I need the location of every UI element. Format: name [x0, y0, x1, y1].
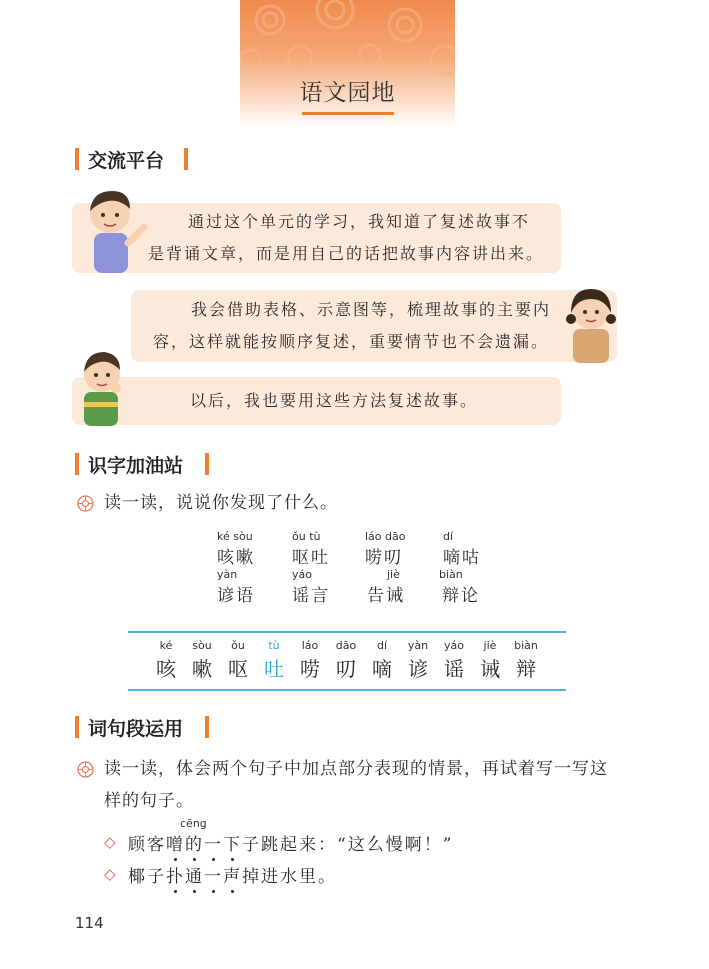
boy-thinking-illustration — [78, 348, 126, 428]
char-pinyin: yàn — [407, 639, 429, 652]
sentence-text: 子跳起来：“这么慢啊！” — [242, 835, 454, 855]
char-pinyin: jiè — [483, 639, 497, 652]
char-glyph: 呕 — [228, 657, 248, 681]
dotted-char: 下 — [223, 830, 242, 855]
char-strip-top-line — [128, 631, 566, 633]
speech-bubble-3 — [72, 377, 561, 425]
diamond-bullet-icon: ◇ — [104, 833, 116, 851]
sentence-text: 掉进水里。 — [242, 867, 337, 887]
diamond-bullet-icon: ◇ — [104, 865, 116, 883]
char-glyph: 谚 — [408, 657, 428, 681]
char-cell — [508, 639, 544, 682]
word-pinyin: yáo — [292, 568, 312, 581]
char-cell — [364, 639, 400, 682]
section-heading-text: 交流平台 — [88, 150, 165, 172]
word-chars: 咳嗽 — [217, 548, 255, 568]
flower-bullet-icon — [77, 761, 94, 778]
char-pinyin: ké — [159, 639, 173, 652]
boy-illustration — [80, 185, 150, 277]
char-strip — [148, 639, 548, 683]
char-pinyin: ǒu — [231, 639, 245, 652]
heading-bar-left — [75, 148, 79, 170]
heading-bar-left — [75, 716, 79, 738]
flower-bullet-icon — [77, 495, 94, 512]
char-glyph: 辩 — [516, 657, 536, 681]
page-number: 114 — [75, 914, 104, 932]
char-strip-bottom-line — [128, 689, 566, 691]
page-title: 语文园地 — [299, 80, 396, 106]
bubble-line: 容，这样就能按顺序复述，重要情节也不会遗漏。 — [153, 332, 550, 351]
char-cell — [148, 639, 184, 682]
char-cell — [472, 639, 508, 682]
word-pinyin: ǒu tù — [292, 530, 321, 543]
char-pinyin: tù — [268, 639, 280, 652]
dotted-char: 一 — [204, 862, 223, 887]
dotted-char: 的 — [185, 830, 204, 855]
word-chars: 辩论 — [442, 586, 480, 606]
word-chars: 谣言 — [292, 586, 330, 606]
dotted-char: 一 — [204, 830, 223, 855]
word-item — [292, 530, 330, 568]
word-item — [365, 530, 405, 568]
bubble-line: 我会借助表格、示意图等，梳理故事的主要内 — [191, 300, 552, 319]
heading-bar-right — [205, 716, 209, 738]
char-cell — [328, 639, 364, 682]
char-pinyin: sòu — [192, 639, 212, 652]
char-glyph: 叨 — [336, 657, 356, 681]
instruction-line: 样的句子。 — [104, 791, 194, 811]
word-item — [292, 568, 330, 606]
word-chars: 唠叨 — [365, 548, 403, 568]
char-cell — [400, 639, 436, 682]
section-heading-usage — [75, 714, 215, 740]
char-glyph: 嗽 — [192, 657, 212, 681]
example-sentence-2 — [128, 862, 337, 887]
dotted-char: 通 — [185, 862, 204, 887]
sentence-text: 椰子 — [128, 867, 166, 887]
char-glyph: 咳 — [156, 657, 176, 681]
word-pinyin: biàn — [439, 568, 463, 581]
word-chars: 嘀咕 — [443, 548, 481, 568]
girl-illustration — [565, 285, 617, 365]
bubble-line: 通过这个单元的学习，我知道了复述故事不 — [188, 212, 531, 231]
section-heading-exchange — [75, 146, 195, 172]
section-heading-literacy — [75, 451, 215, 477]
word-pinyin: yàn — [217, 568, 238, 581]
word-pinyin: ké sòu — [217, 530, 253, 543]
char-cell — [436, 639, 472, 682]
char-cell — [184, 639, 220, 682]
section-heading-text: 识字加油站 — [88, 455, 184, 477]
char-pinyin: cēng — [180, 817, 207, 830]
word-chars: 告诫 — [367, 586, 405, 606]
example-sentence-1 — [128, 830, 453, 855]
char-glyph: 唠 — [300, 657, 320, 681]
dotted-char: 声 — [223, 862, 242, 887]
char-pinyin: dí — [376, 639, 388, 652]
title-banner — [240, 0, 455, 128]
word-item — [443, 530, 481, 568]
section-heading-text: 词句段运用 — [88, 718, 184, 740]
word-pinyin: jiè — [387, 568, 400, 581]
char-glyph: 嘀 — [372, 657, 392, 681]
bubble-line: 是背诵文章，而是用自己的话把故事内容讲出来。 — [148, 244, 545, 263]
word-item — [367, 568, 405, 606]
heading-bar-right — [184, 148, 188, 170]
char-glyph: 吐 — [264, 657, 284, 681]
heading-bar-right — [205, 453, 209, 475]
char-glyph: 谣 — [444, 657, 464, 681]
dotted-char: 扑 — [166, 862, 185, 887]
heading-bar-left — [75, 453, 79, 475]
char-pinyin: biàn — [514, 639, 538, 652]
speech-bubble-2 — [131, 290, 617, 362]
instruction-text: 读一读，说说你发现了什么。 — [104, 493, 338, 513]
bubble-line: 以后，我也要用这些方法复述故事。 — [190, 391, 479, 410]
char-pinyin: dāo — [335, 639, 357, 652]
instruction-line: 读一读，体会两个句子中加点部分表现的情景，再试着写一写这 — [104, 759, 608, 779]
word-item — [217, 530, 255, 568]
word-chars: 谚语 — [217, 586, 255, 606]
word-item — [439, 568, 480, 606]
char-cell — [220, 639, 256, 682]
char-cell — [292, 639, 328, 682]
dotted-char: 噌 — [166, 830, 185, 855]
swirl-pattern-decoration — [240, 0, 455, 128]
char-pinyin: yáo — [444, 639, 464, 652]
char-glyph: 诫 — [480, 657, 500, 681]
sentence-text: 顾客 — [128, 835, 166, 855]
word-item — [217, 568, 255, 606]
title-underline — [302, 112, 394, 115]
char-pinyin: láo — [301, 639, 319, 652]
word-chars: 呕吐 — [292, 548, 330, 568]
instruction-text — [104, 753, 644, 817]
word-pinyin: dí — [443, 530, 454, 543]
char-cell-highlighted — [256, 639, 292, 682]
word-pinyin: láo dāo — [365, 530, 406, 543]
